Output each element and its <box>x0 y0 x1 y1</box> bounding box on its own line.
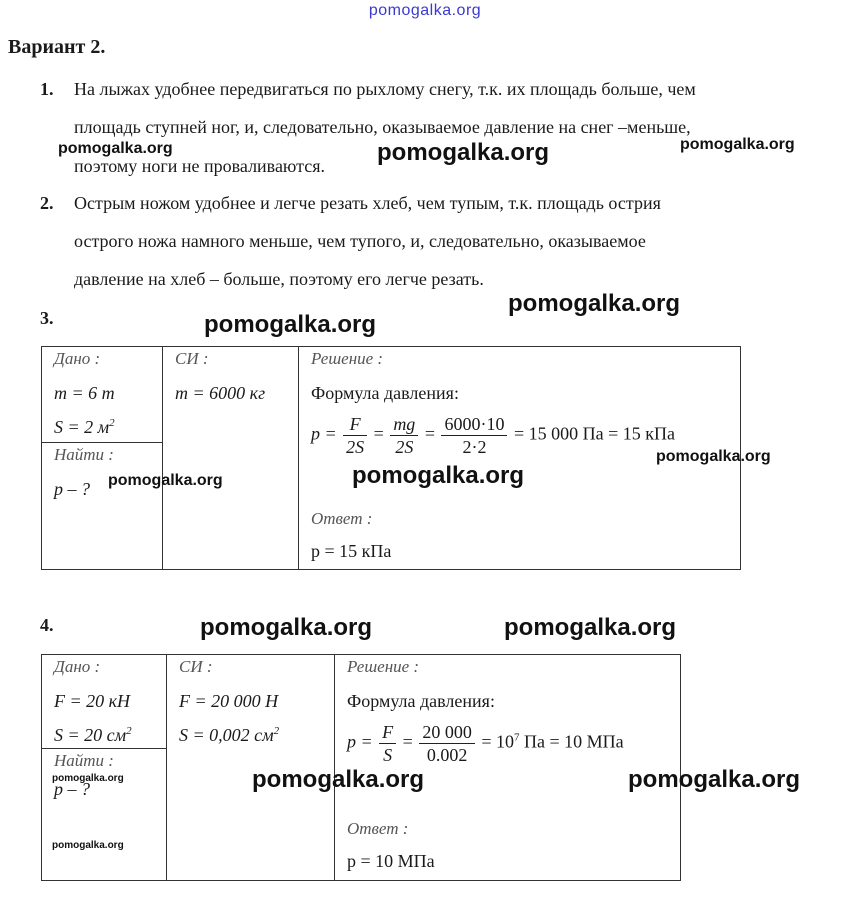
p3-si-label: СИ : <box>175 349 209 368</box>
site-header-link[interactable]: pomogalka.org <box>368 2 482 19</box>
problem-3-table <box>41 346 741 570</box>
variant-title: Вариант 2. <box>8 36 106 58</box>
p4-si-area: S = 0,002 $см^2$ <box>179 725 280 745</box>
watermark: pomogalka.org <box>200 614 373 641</box>
problem-3-number: 3. <box>40 308 54 328</box>
p4-given-force: F = 20 кН <box>54 691 131 711</box>
problem-2-number: 2. <box>40 193 54 213</box>
problem-4-number: 4. <box>40 615 54 635</box>
p4-find-cell <box>42 749 167 881</box>
p3-given-label: Дано : <box>54 349 101 368</box>
p3-find-cell <box>42 443 163 570</box>
p3-si-cell <box>163 347 299 570</box>
p4-answer-label: Ответ : <box>347 819 409 838</box>
p4-si-label: СИ : <box>179 657 213 676</box>
watermark: pomogalka.org <box>58 140 173 157</box>
p4-solution-label: Решение : <box>347 657 420 676</box>
watermark: pomogalka.org <box>508 290 681 317</box>
problem-2-line-1: Острым ножом удобнее и легче резать хлеб, чем тупым, т.к. площадь острия <box>74 193 661 213</box>
watermark: pomogalka.org <box>504 614 677 641</box>
p3-given-mass: m = 6 т <box>54 383 115 403</box>
watermark: pomogalka.org <box>656 448 771 465</box>
problem-1-line-3: поэтому ноги не проваливаются. <box>74 156 325 176</box>
problem-1-line-1: На лыжах удобнее передвигаться по рыхлому снегу, т.к. их площадь больше, чем <box>74 79 696 99</box>
p3-si-mass: m = 6000 кг <box>175 383 266 403</box>
p3-formula: p = $\frac{F}{2S}$ = $\frac{mg}{2S}$ = $\frac{6000\cdot 10}{2\cdot 2}$ = 15 000 Па = 15 кПа <box>311 414 675 457</box>
watermark: pomogalka.org <box>204 311 377 338</box>
p3-find-value: p – ? <box>54 479 90 499</box>
watermark: pomogalka.org <box>628 766 801 793</box>
watermark: pomogalka.org <box>52 773 124 784</box>
watermark: pomogalka.org <box>108 472 223 489</box>
p3-given-cell <box>42 347 163 443</box>
watermark: pomogalka.org <box>680 136 795 153</box>
p4-formula: p = $\frac{F}{S}$ = $\frac{20 000}{0.002}$ = $10^7$ Па = 10 МПа <box>347 722 624 765</box>
p4-given-label: Дано : <box>54 657 101 676</box>
p4-given-area: S = 20 $см^2$ <box>54 725 132 745</box>
p3-answer: p = 15 кПа <box>311 541 392 561</box>
p4-find-label: Найти : <box>54 751 114 770</box>
p4-answer: p = 10 МПа <box>347 851 435 871</box>
watermark: pomogalka.org <box>52 840 124 851</box>
p4-given-cell <box>42 655 167 749</box>
p3-given-area: S = 2 $м^2$ <box>54 417 115 437</box>
p3-solution-label: Решение : <box>311 349 384 368</box>
p4-si-force: F = 20 000 Н <box>179 691 279 711</box>
p4-find-value: p – ? <box>54 779 90 799</box>
p3-answer-label: Ответ : <box>311 509 373 528</box>
p3-find-label: Найти : <box>54 445 114 464</box>
watermark: pomogalka.org <box>352 462 525 489</box>
p4-formula-title: Формула давления: <box>347 691 495 711</box>
watermark: pomogalka.org <box>252 766 425 793</box>
p3-formula-title: Формула давления: <box>311 383 459 403</box>
problem-2-line-3: давление на хлеб – больше, поэтому его легче резать. <box>74 269 484 289</box>
watermark: pomogalka.org <box>377 139 550 166</box>
problem-1-number: 1. <box>40 79 54 99</box>
problem-1-line-2: площадь ступней ног, и, следовательно, оказываемое давление на снег –меньше, <box>74 117 691 137</box>
problem-2-line-2: острого ножа намного меньше, чем тупого, и, следовательно, оказываемое <box>74 231 646 251</box>
